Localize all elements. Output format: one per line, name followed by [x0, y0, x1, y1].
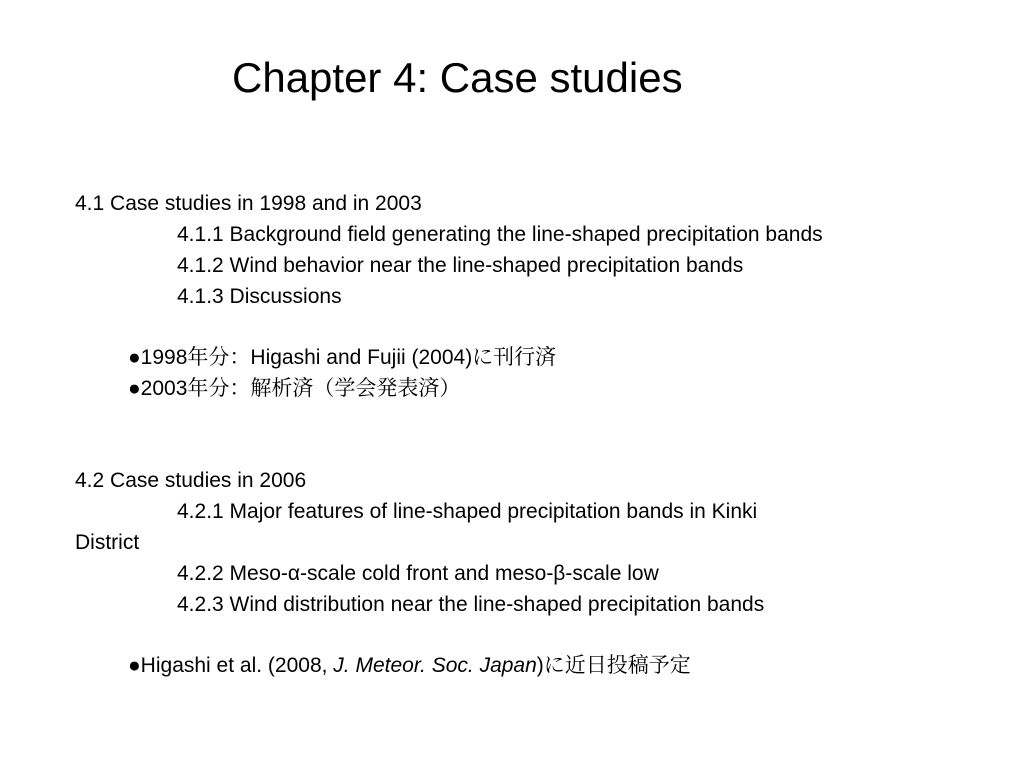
- item-4-2-3: 4.2.3 Wind distribution near the line-shaped precipitation bands: [177, 593, 765, 616]
- note-prefix: ●Higashi et al. (2008,: [128, 654, 334, 677]
- note-2003: ●2003年分：解析済（学会発表済）: [128, 377, 461, 400]
- journal-name: J. Meteor. Soc. Japan: [333, 654, 537, 677]
- item-4-2-2: 4.2.2 Meso-α-scale cold front and meso-β-scale low: [177, 562, 659, 585]
- note-1998: ●1998年分：Higashi and Fujii (2004)に刊行済: [128, 346, 557, 369]
- section-4-2-heading: 4.2 Case studies in 2006: [75, 469, 307, 492]
- slide-title: Chapter 4: Case studies: [232, 54, 683, 101]
- item-4-1-3: 4.1.3 Discussions: [177, 285, 342, 308]
- item-4-2-1-wrap: District: [75, 531, 140, 554]
- item-4-2-1: 4.2.1 Major features of line-shaped precipitation bands in Kinki: [177, 500, 758, 523]
- section-4-1-heading: 4.1 Case studies in 1998 and in 2003: [75, 192, 422, 215]
- note-suffix: )に近日投稿予定: [536, 654, 691, 677]
- note-2006-paper: [128, 652, 691, 680]
- item-4-1-1: 4.1.1 Background field generating the line-shaped precipitation bands: [177, 223, 823, 246]
- item-4-1-2: 4.1.2 Wind behavior near the line-shaped precipitation bands: [177, 254, 744, 277]
